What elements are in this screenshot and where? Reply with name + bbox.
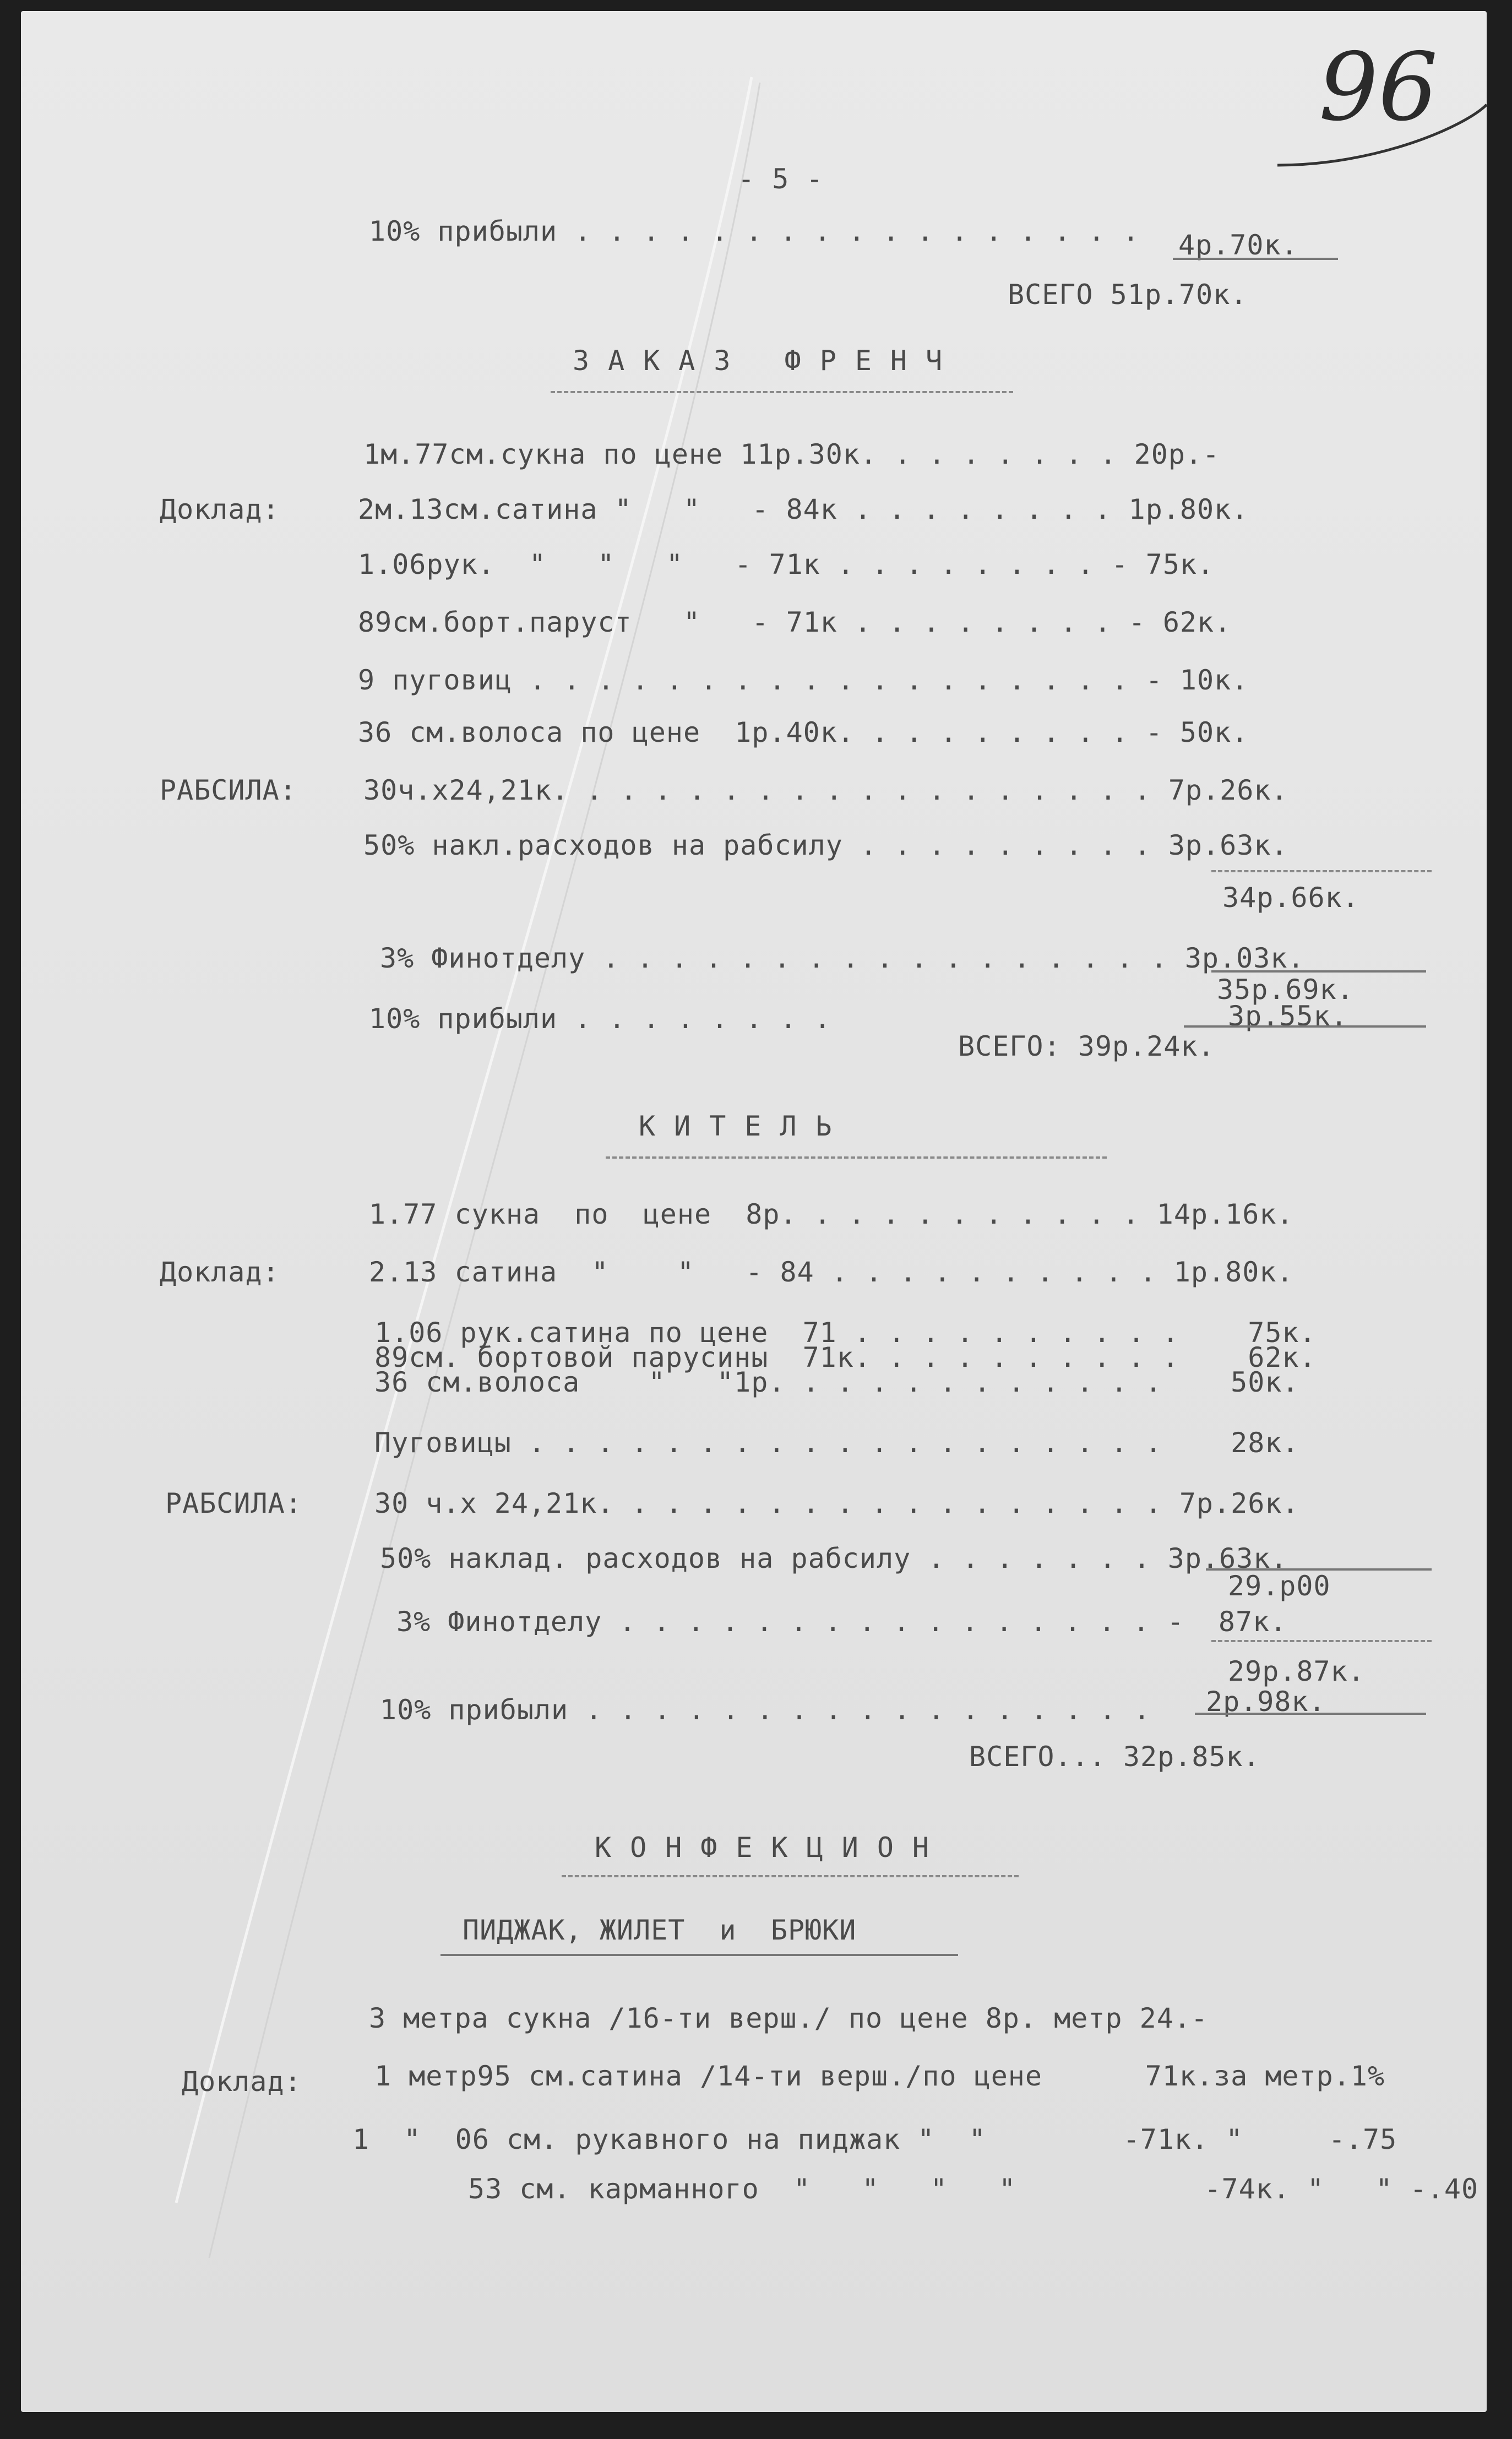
sec2-line-2: 2м.13см.сатина " " - 84к . . . . . . . . 1р.80к. bbox=[358, 493, 1249, 525]
title-underline bbox=[606, 1156, 1107, 1159]
sec3-total: ВСЕГО... 32р.85к. bbox=[969, 1741, 1260, 1773]
sec2-line-8: 50% накл.расходов на рабсилу . . . . . . . . . 3р.63к. bbox=[363, 829, 1288, 861]
sec3-line-7: 30 ч.х 24,21к. . . . . . . . . . . . . . . . . 7р.26к. bbox=[374, 1487, 1299, 1519]
sec3-label-rabsila: РАБСИЛА: bbox=[165, 1487, 302, 1519]
sec3-line-4: 89см. бортовой парусины 71к. . . . . . . . . . 62к. bbox=[374, 1341, 1317, 1373]
sec3-sum2: 29р.87к. bbox=[1228, 1655, 1365, 1687]
sec3-profit: 10% прибыли . . . . . . . . . . . . . . . . . bbox=[380, 1694, 1151, 1726]
archive-page-number: 96 bbox=[1319, 33, 1438, 142]
sec1-total: ВСЕГО 51р.70к. bbox=[1008, 279, 1248, 311]
sec2-total: ВСЕГО: 39р.24к. bbox=[958, 1030, 1215, 1062]
sec3-line-5: 36 см.волоса " "1р. . . . . . . . . . . . 50к. bbox=[374, 1366, 1299, 1398]
sec3-line-6: Пуговицы . . . . . . . . . . . . . . . . . . . 28к. bbox=[374, 1427, 1299, 1459]
sec2-subtotal: 34р.66к. bbox=[1222, 882, 1359, 914]
sec3-profit-value: 2р.98к. bbox=[1206, 1686, 1326, 1718]
sec1-profit-value: 4р.70к. bbox=[1178, 229, 1298, 261]
sec4-line-3: 1 " 06 см. рукавного на пиджак " " -71к. " -.75 bbox=[352, 2123, 1397, 2155]
title-underline bbox=[551, 391, 1013, 393]
sec2-label-rabsila: РАБСИЛА: bbox=[160, 774, 297, 806]
sec2-profit-value: 3р.55к. bbox=[1228, 1000, 1348, 1032]
rule bbox=[1195, 1713, 1426, 1715]
sec2-label-doklad: Доклад: bbox=[160, 493, 280, 525]
sec2-profit: 10% прибыли . . . . . . . . bbox=[369, 1003, 831, 1035]
sec3-subtotal: 29.р00 bbox=[1228, 1570, 1331, 1602]
rule bbox=[1211, 870, 1432, 872]
sec2-line-7: 30ч.х24,21к. . . . . . . . . . . . . . . . . . 7р.26к. bbox=[363, 774, 1288, 806]
subtitle-underline bbox=[440, 1954, 958, 1956]
sec3-line-1: 1.77 сукна по цене 8р. . . . . . . . . . . 14р.16к. bbox=[369, 1198, 1294, 1230]
sec4-subtitle: ПИДЖАК, ЖИЛЕТ и БРЮКИ bbox=[463, 1914, 857, 1946]
sec2-title: ЗАКАЗ ФРЕНЧ bbox=[573, 345, 961, 377]
sec4-label-doklad: Доклад: bbox=[182, 2066, 302, 2098]
sec2-line-4: 89см.борт.паруст " - 71к . . . . . . . . - 62к. bbox=[358, 606, 1232, 638]
sec2-line-6: 36 см.волоса по цене 1р.40к. . . . . . . . . - 50к. bbox=[358, 716, 1249, 748]
rule bbox=[1184, 1025, 1426, 1028]
sec2-finotdel: 3% Финотделу . . . . . . . . . . . . . . . . . 3р.03к. bbox=[380, 942, 1305, 974]
rule bbox=[1211, 970, 1426, 973]
sec4-line-4: 53 см. карманного " " " " -74к. " " -.40 bbox=[468, 2173, 1479, 2205]
sec3-line-8: 50% наклад. расходов на рабсилу . . . . . . . 3р.63к. bbox=[380, 1542, 1288, 1574]
sec3-title: КИТЕЛЬ bbox=[639, 1110, 851, 1142]
page-number: - 5 - bbox=[738, 163, 824, 195]
sec3-line-2: 2.13 сатина " " - 84 . . . . . . . . . . 1р.80к. bbox=[369, 1256, 1294, 1288]
sec4-line-1: 3 метра сукна /16-ти верш./ по цене 8р. метр 24.- bbox=[369, 2002, 1209, 2034]
sec2-sum2: 35р.69к. bbox=[1217, 974, 1354, 1006]
sec4-title: КОНФЕКЦИОН bbox=[595, 1832, 948, 1864]
sec1-profit: 10% прибыли . . . . . . . . . . . . . . . . . bbox=[369, 215, 1140, 247]
sec2-line-3: 1.06рук. " " " - 71к . . . . . . . . - 75к. bbox=[358, 548, 1215, 580]
rule bbox=[1211, 1640, 1432, 1642]
sec4-line-2: 1 метр95 см.сатина /14-ти верш./по цене 71к.за метр.1% bbox=[374, 2060, 1385, 2092]
sec2-line-5: 9 пуговиц . . . . . . . . . . . . . . . . . . - 10к. bbox=[358, 664, 1249, 696]
rule bbox=[1173, 258, 1338, 260]
title-underline bbox=[562, 1875, 1019, 1877]
sec2-line-1: 1м.77см.сукна по цене 11р.30к. . . . . . . . 20р.- bbox=[363, 438, 1220, 470]
sec3-line-3: 1.06 рук.сатина по цене 71 . . . . . . . . . . 75к. bbox=[374, 1317, 1317, 1349]
sec3-finotdel: 3% Финотделу . . . . . . . . . . . . . . . . - 87к. bbox=[396, 1606, 1287, 1638]
sec3-label-doklad: Доклад: bbox=[160, 1256, 280, 1288]
